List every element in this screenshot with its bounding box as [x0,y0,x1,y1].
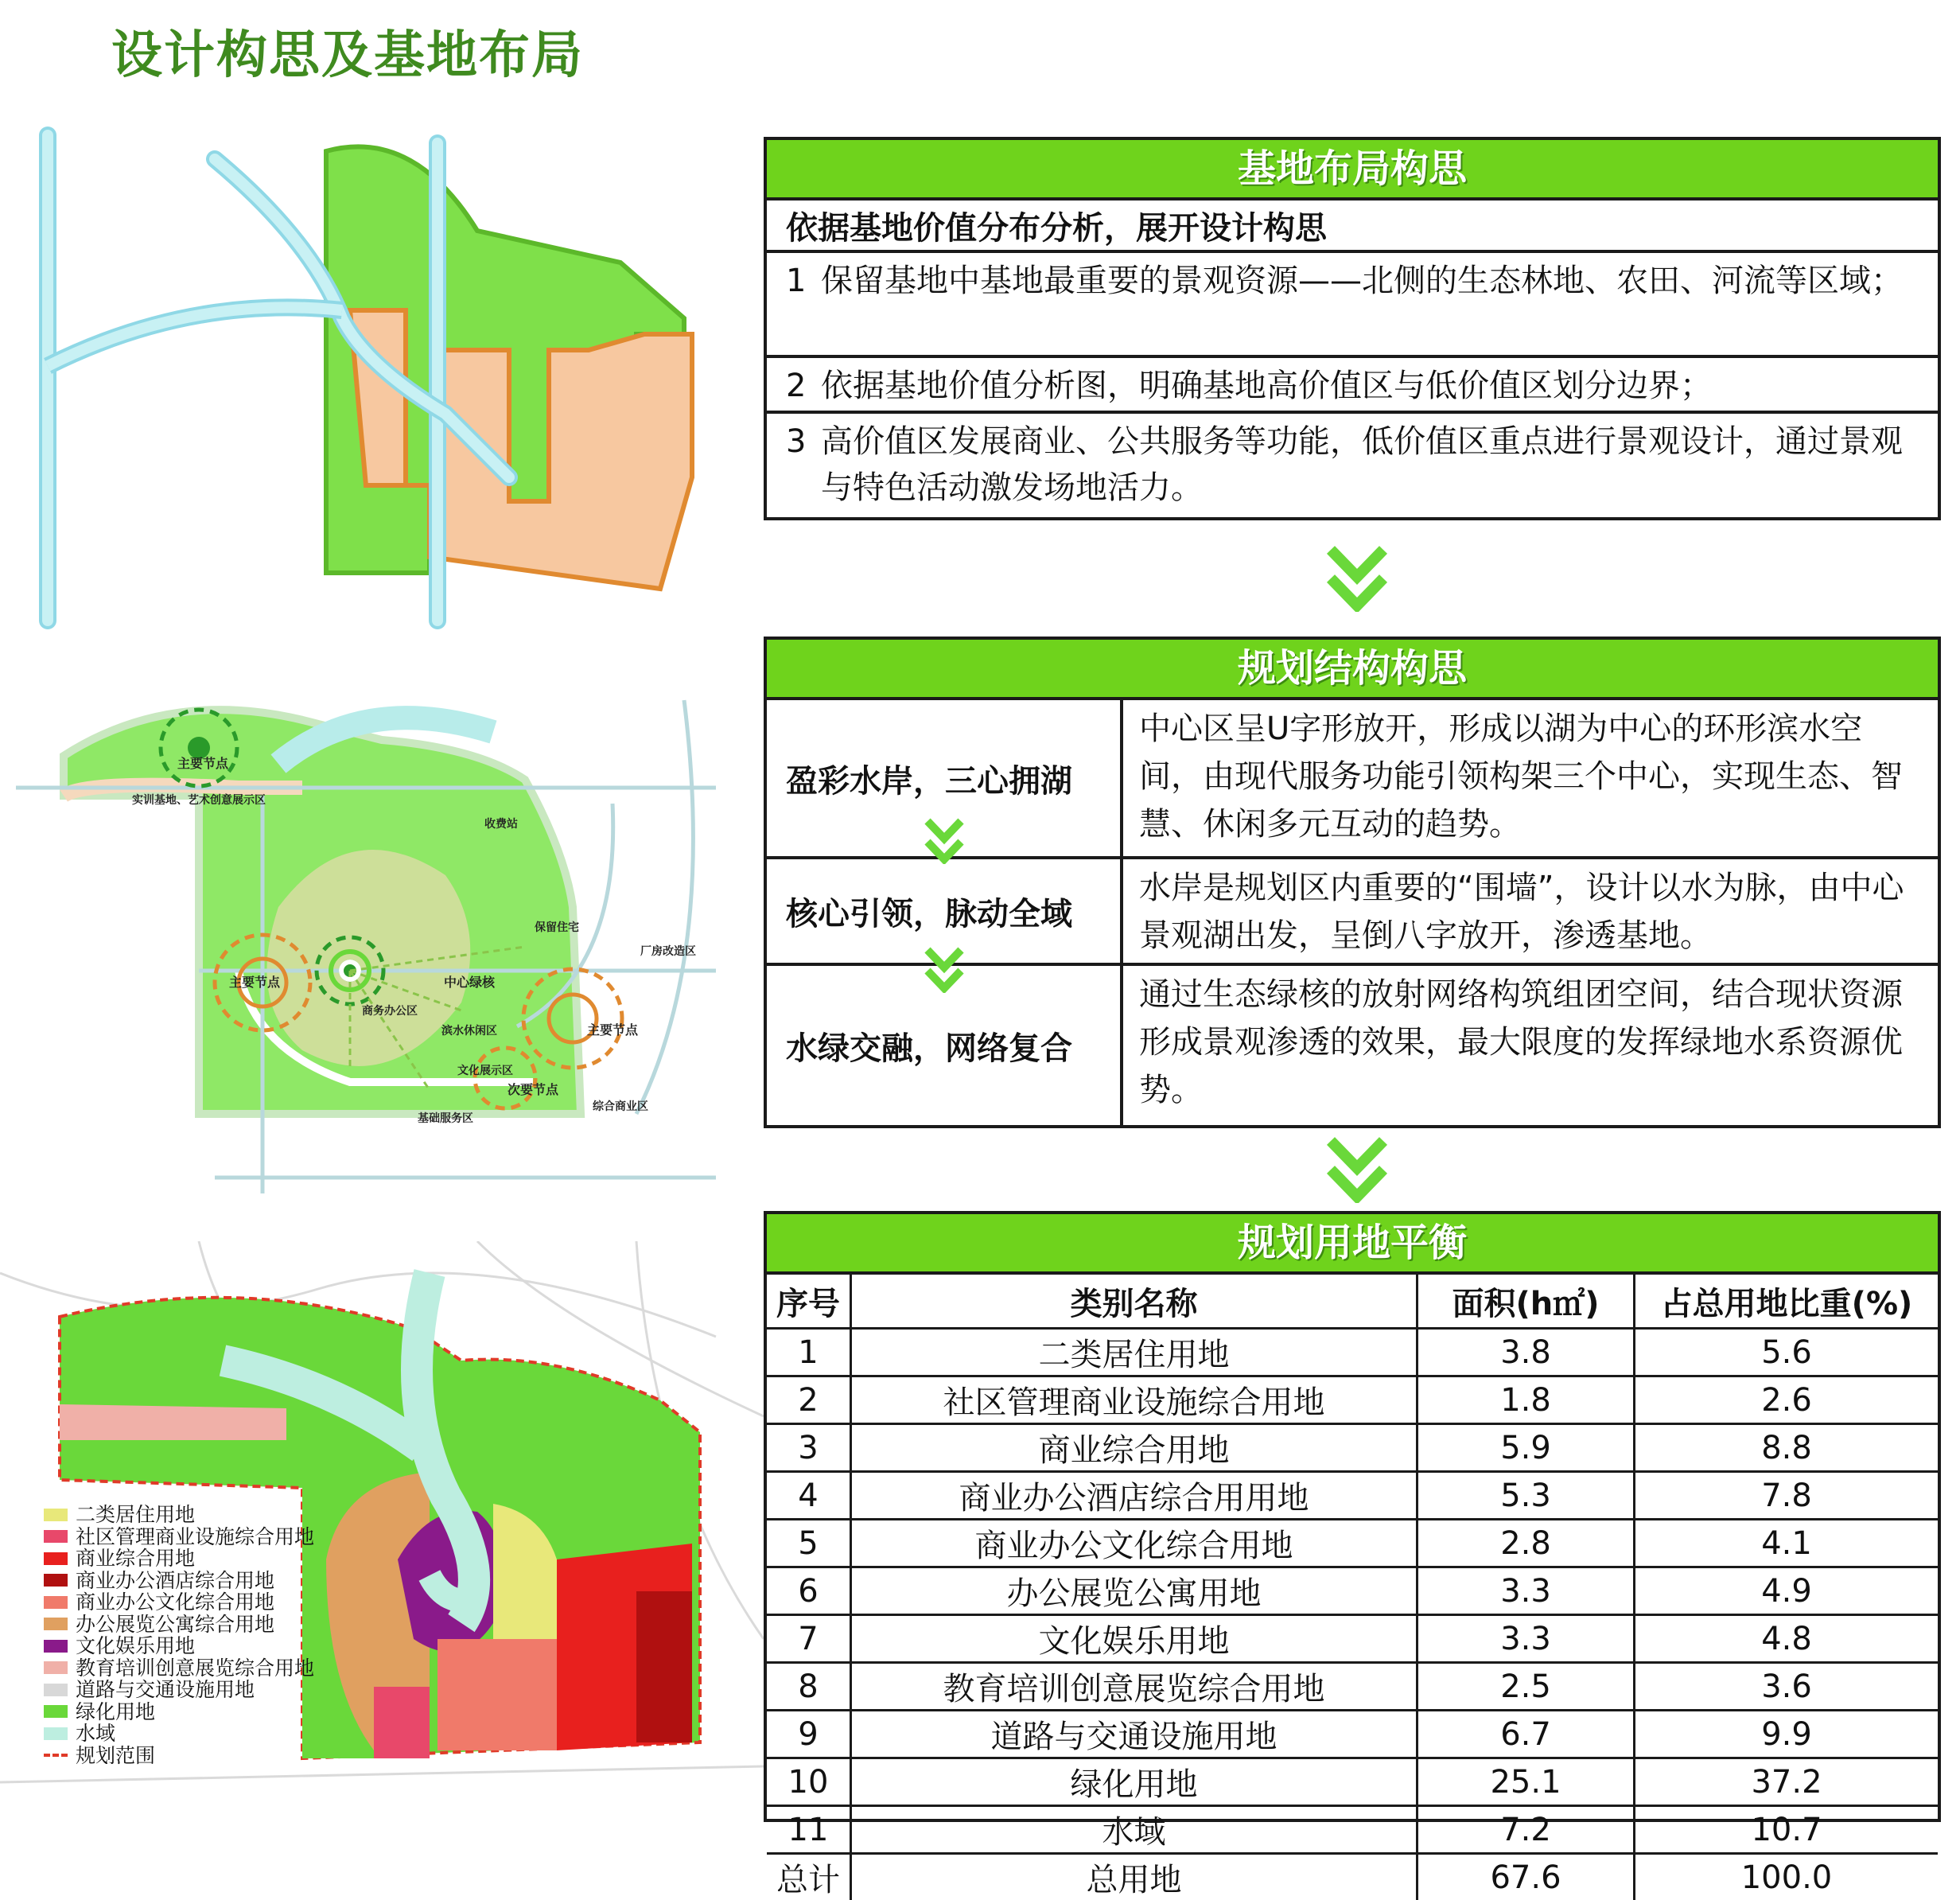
legend-label: 教育培训创意展览综合用地 [76,1657,314,1679]
table-cell: 9 [767,1711,851,1758]
land-balance-box [764,1211,1941,1822]
table-cell: 7.8 [1635,1472,1939,1520]
table-cell: 办公展览公寓用地 [851,1567,1418,1615]
structure-concept-header: 规划结构构思 [767,640,1938,700]
table-cell: 10.7 [1635,1806,1939,1854]
table-cell: 总计 [767,1854,851,1900]
table-cell: 3.8 [1418,1329,1635,1376]
table-cell: 2.6 [1635,1376,1939,1424]
legend-item [44,1614,314,1636]
legend-swatch [44,1705,68,1718]
structure-description: 水岸是规划区内重要的“围墙”，设计以水为脉，由中心景观湖出发，呈倒八字放开，渗透基地。 [1123,859,1938,966]
table-cell: 6 [767,1567,851,1615]
table-row [767,1615,1938,1663]
legend-item [44,1657,314,1680]
land-balance-table [767,1275,1938,1900]
map-label-culture-display: 文化展示区 [457,1064,513,1077]
map-label-main-node-3: 主要节点 [587,1022,639,1038]
table-cell: 商业办公酒店综合用用地 [851,1472,1418,1520]
table-cell: 3.6 [1635,1663,1939,1711]
legend-swatch [44,1574,68,1587]
legend-item [44,1723,314,1745]
table-cell: 4.1 [1635,1520,1939,1567]
map-label-toll-station: 收费站 [484,817,518,831]
legend-label: 社区管理商业设施综合用地 [76,1526,314,1548]
layout-concept-item [767,414,1938,519]
site-layout-diagram [32,111,732,637]
table-row [767,1329,1938,1376]
legend-swatch [44,1754,68,1757]
legend-swatch [44,1618,68,1630]
table-cell: 2 [767,1376,851,1424]
column-header: 面积(h㎡) [1418,1275,1635,1329]
legend-item [44,1591,314,1614]
table-cell: 4.9 [1635,1567,1939,1615]
map-label-comprehensive-commerce: 综合商业区 [593,1100,648,1113]
legend-label: 规划范围 [76,1745,155,1766]
table-cell: 3.3 [1418,1615,1635,1663]
legend-item [44,1504,314,1526]
structure-description: 通过生态绿核的放射网络构筑组团空间，结合现状资源形成景观渗透的效果，最大限度的发挥绿地水系资源优势。 [1123,966,1938,1125]
structure-theme: 核心引领，脉动全域 [767,859,1123,966]
structure-concept-box [764,637,1941,1128]
table-cell: 2.5 [1418,1663,1635,1711]
table-cell: 商业综合用地 [851,1424,1418,1472]
layout-concept-header: 基地布局构思 [767,140,1938,201]
table-row [767,1376,1938,1424]
map-label-basic-services: 基础服务区 [418,1112,473,1125]
table-cell: 4 [767,1472,851,1520]
legend-item [44,1570,314,1592]
legend-item [44,1701,314,1723]
legend-label: 商业办公文化综合用地 [76,1591,274,1613]
table-cell: 37.2 [1635,1758,1939,1806]
table-cell: 5.3 [1418,1472,1635,1520]
table-row [767,1663,1938,1711]
page-title: 设计构思及基地布局 [111,14,584,88]
item-number: 1 [786,258,821,350]
table-cell: 3 [767,1424,851,1472]
table-row [767,1424,1938,1472]
table-cell: 绿化用地 [851,1758,1418,1806]
map-label-factory-renovation: 厂房改造区 [640,944,696,958]
planning-structure-diagram [16,668,716,1193]
table-cell: 8 [767,1663,851,1711]
map-label-preserved-housing: 保留住宅 [535,921,579,934]
table-cell: 总用地 [851,1854,1418,1900]
item-number: 2 [786,363,821,406]
legend-label: 办公展览公寓综合用地 [76,1614,274,1635]
table-cell: 3.3 [1418,1567,1635,1615]
table-row [767,1567,1938,1615]
layout-concept-box [764,137,1941,520]
legend-label: 商业综合用地 [76,1548,195,1569]
map-label-main-node-1: 主要节点 [177,756,229,771]
table-cell: 5 [767,1520,851,1567]
table-cell: 文化娱乐用地 [851,1615,1418,1663]
table-cell: 5.6 [1635,1329,1939,1376]
table-cell: 5.9 [1418,1424,1635,1472]
map-label-business-office: 商务办公区 [362,1004,418,1018]
table-cell: 道路与交通设施用地 [851,1711,1418,1758]
table-cell: 7.2 [1418,1806,1635,1854]
table-cell: 100.0 [1635,1854,1939,1900]
legend-swatch [44,1530,68,1543]
layout-concept-item [767,358,1938,414]
table-cell: 11 [767,1806,851,1854]
item-text: 保留基地中基地最重要的景观资源——北侧的生态林地、农田、河流等区域； [821,258,1919,350]
item-text: 依据基地价值分析图，明确基地高价值区与低价值区划分边界； [821,363,1919,406]
legend-swatch [44,1509,68,1521]
layout-concept-subheader: 依据基地价值分布分析，展开设计构思 [767,201,1938,253]
legend-swatch [44,1552,68,1565]
arrow-down-icon [923,947,966,993]
map-label-secondary-node: 次要节点 [508,1082,559,1097]
land-balance-header: 规划用地平衡 [767,1214,1938,1275]
land-use-legend [44,1504,314,1766]
table-cell: 二类居住用地 [851,1329,1418,1376]
structure-description: 中心区呈U字形放开，形成以湖为中心的环形滨水空间，由现代服务功能引领构架三个中心，实现生态、智慧、休闲多元互动的趋势。 [1123,700,1938,859]
table-cell: 25.1 [1418,1758,1635,1806]
legend-label: 文化娱乐用地 [76,1635,195,1657]
map-label-training-zone: 实训基地、艺术创意展示区 [132,793,266,807]
layout-concept-item [767,253,1938,358]
arrow-down-icon [923,818,966,864]
table-row [767,1758,1938,1806]
table-cell: 社区管理商业设施综合用地 [851,1376,1418,1424]
map-label-main-node-2: 主要节点 [229,975,281,990]
legend-item [44,1526,314,1548]
legend-item [44,1635,314,1657]
table-row [767,1711,1938,1758]
column-header: 序号 [767,1275,851,1329]
legend-label: 道路与交通设施用地 [76,1679,255,1700]
legend-swatch [44,1727,68,1740]
table-row [767,1806,1938,1854]
table-cell: 10 [767,1758,851,1806]
legend-swatch [44,1640,68,1653]
table-cell: 9.9 [1635,1711,1939,1758]
legend-item [44,1679,314,1701]
table-cell: 6.7 [1418,1711,1635,1758]
map-label-central-green-core: 中心绿核 [444,975,496,990]
table-cell: 7 [767,1615,851,1663]
table-cell: 8.8 [1635,1424,1939,1472]
legend-label: 商业办公酒店综合用地 [76,1570,274,1591]
legend-item [44,1548,314,1570]
item-number: 3 [786,419,821,514]
item-text: 高价值区发展商业、公共服务等功能，低价值区重点进行景观设计，通过景观与特色活动激发场地活力。 [821,419,1919,514]
column-header: 类别名称 [851,1275,1418,1329]
table-row [767,1854,1938,1900]
legend-item [44,1745,314,1767]
table-cell: 2.8 [1418,1520,1635,1567]
table-cell: 商业办公文化综合用地 [851,1520,1418,1567]
legend-label: 绿化用地 [76,1701,155,1723]
arrow-down-icon [1324,545,1390,612]
table-cell: 教育培训创意展览综合用地 [851,1663,1418,1711]
table-row [767,1472,1938,1520]
table-cell: 水域 [851,1806,1418,1854]
column-header: 占总用地比重(%) [1635,1275,1939,1329]
legend-label: 水域 [76,1723,115,1744]
table-cell: 1.8 [1418,1376,1635,1424]
table-cell: 1 [767,1329,851,1376]
legend-label: 二类居住用地 [76,1504,195,1525]
structure-theme: 水绿交融，网络复合 [767,966,1123,1125]
structure-theme: 盈彩水岸，三心拥湖 [767,700,1123,859]
map-label-waterfront-leisure: 滨水休闲区 [441,1024,497,1038]
table-row [767,1520,1938,1567]
legend-swatch [44,1684,68,1696]
legend-swatch [44,1661,68,1674]
table-cell: 4.8 [1635,1615,1939,1663]
legend-swatch [44,1596,68,1609]
table-cell: 67.6 [1418,1854,1635,1900]
arrow-down-icon [1324,1136,1390,1203]
